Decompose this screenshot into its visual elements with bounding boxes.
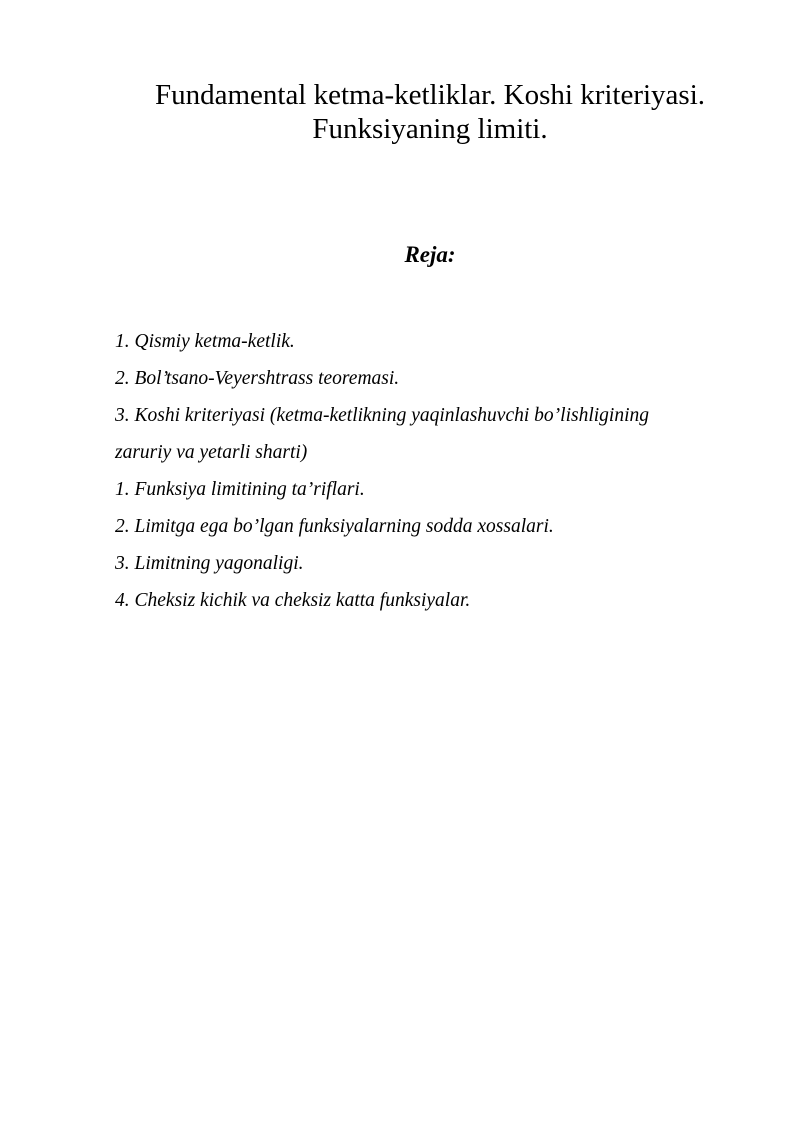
page-title-line-2: Funksiyaning limiti. xyxy=(312,113,548,145)
plan-item: 1. Funksiya limitining ta’riflari. xyxy=(115,479,365,500)
plan-heading: Reja: xyxy=(404,242,456,267)
page-title xyxy=(115,78,745,146)
plan-list xyxy=(115,323,735,619)
page-title-line-1: Fundamental ketma-ketliklar. Koshi kriteriyasi. xyxy=(154,79,706,111)
plan-item: 2. Limitga ega bo’lgan funksiyalarning sodda xossalari. xyxy=(115,516,554,537)
plan-item: 1. Qismiy ketma-ketlik. xyxy=(115,331,295,352)
plan-item: 3. Koshi kriteriyasi (ketma-ketlikning yaqinlashuvchi bo’lishligining xyxy=(115,405,649,426)
plan-item: 3. Limitning yagonaligi. xyxy=(115,553,304,574)
plan-item: 2. Bol’tsano-Veyershtrass teoremasi. xyxy=(115,368,400,389)
plan-item: 4. Cheksiz kichik va cheksiz katta funksiyalar. xyxy=(115,590,471,611)
plan-item-continuation: zaruriy va yetarli sharti) xyxy=(115,442,308,463)
